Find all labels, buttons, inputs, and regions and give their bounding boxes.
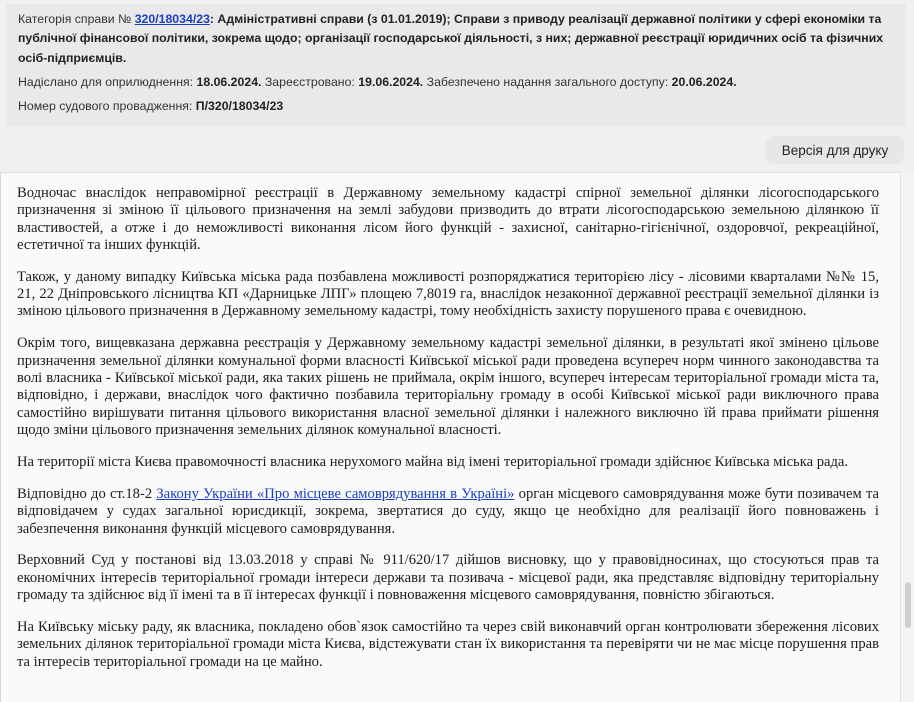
registered-label: Зареєстровано: <box>264 74 355 89</box>
sent-date: 18.06.2024. <box>196 74 262 89</box>
print-version-button[interactable]: Версія для друку <box>766 136 904 164</box>
category-text: : Адміністративні справи (з 01.01.2019); Справи з приводу реалізації державної політики у сфері економіки та публічної фінансової політики, зокрема щодо; організації господарської діяльності, з них; державної реєстрації юридичних осіб та фізичних осіб-підприємців. <box>18 12 884 65</box>
sent-label: Надіслано для оприлюднення: <box>18 74 194 89</box>
paragraph: Також, у даному випадку Київська міська рада позбавлена можливості розпоряджатися територією лісу - лісовими кварталами №№ 15, 21, 22 Дніпровського лісництва КП «Дарницьке ЛПГ» площею 7,8019 га, внаслідок незаконної державної реєстрації земельної ділянки із зміною цільового призначення в Державному земельному кадастрі, тому необхідність захисту порушеного права є очевидною. <box>17 268 879 320</box>
case-category <box>18 10 894 68</box>
proceeding-value: П/320/18034/23 <box>195 99 284 114</box>
paragraph: Окрім того, вищевказана державна реєстрація у Державному земельному кадастрі земельної ділянки, в результаті якої змінено цільове призначення земельної ділянки комунальної форми власності Київської міської ради проведена всупереч норм чинного законодавства та волі власника - Київської міської ради, яка таких рішень не приймала, окрім іншого, всупереч інтересам територіальної громади міста та, відповідно, і держави, внаслідок чого фактично позбавила територіальну громаду в особі Київської міської ради виключного права самостійно вирішувати питання цільового використання власної земельної ділянки і належного виключно їй права приймати рішення щодо зміни цільового призначення земельних ділянок комунальної власності. <box>17 335 879 438</box>
paragraph: На території міста Києва правомочності власника нерухомого майна від імені територіальної громади здійснює Київська міська рада. <box>17 453 849 470</box>
case-number-link[interactable]: 320/18034/23 <box>134 12 210 26</box>
law-link[interactable]: Закону України «Про місцеве самоврядування в Україні» <box>156 485 515 502</box>
paragraph-text: орган місцевого самоврядування може бути позивачем та відповідачем у судах загальної юрисдикції, зокрема, звертатися до суду, якщо це необхідно для реалізації його повноважень і забезпечення виконання функцій місцевого самоврядування. <box>17 485 879 537</box>
paragraph: На Київську міську раду, як власника, покладено обов`язок самостійно та через свій виконавчий орган контролювати збереження лісових земельних ділянок територіальної громади міста Києва, відстежувати стан їх використання та перевіряти чи не має місце порушення прав та інтересів територіальної громади на це майно. <box>17 619 879 670</box>
proceeding-number <box>18 97 894 116</box>
document-viewer <box>0 172 900 702</box>
proceeding-label: Номер судового провадження: <box>18 99 193 114</box>
paragraph <box>17 486 879 538</box>
paragraph-text: Відповідно до ст.18-2 <box>17 485 157 502</box>
category-label: Категорія справи № <box>18 12 132 26</box>
case-info-panel <box>6 4 906 126</box>
paragraph: Водночас внаслідок неправомірної реєстрації в Державному земельному кадастрі спірної земельної ділянки лісогосподарського призначення зі зміною її цільового призначення на землі забудови призводить до втрати лісогосподарською земельною ділянкою її властивостей, а отже і до неможливості виконання лісом його функцій - захисної, санітарно-гігієнічної, оздоровчої, рекреаційної, естетичної та інших функцій. <box>17 185 879 253</box>
access-date: 20.06.2024. <box>671 74 737 89</box>
registered-date: 19.06.2024. <box>358 74 424 89</box>
paragraph: Верховний Суд у постанові від 13.03.2018 у справі № 911/620/17 дійшов висновку, що у правовідносинах, що стосуються прав та економічних інтересів територіальної громади інтереси держави та позивача - місцевої ради, яка представляє відповідну територіальну громаду та здійснює від її імені та в її інтересах функції і повноваження місцевого самоврядування, повністю збігаються. <box>17 552 879 604</box>
case-dates <box>18 73 894 92</box>
scrollbar[interactable] <box>900 172 914 702</box>
document-text <box>17 185 879 686</box>
scrollbar-thumb[interactable] <box>905 582 911 628</box>
access-label: Забезпечено надання загального доступу: <box>426 74 669 89</box>
